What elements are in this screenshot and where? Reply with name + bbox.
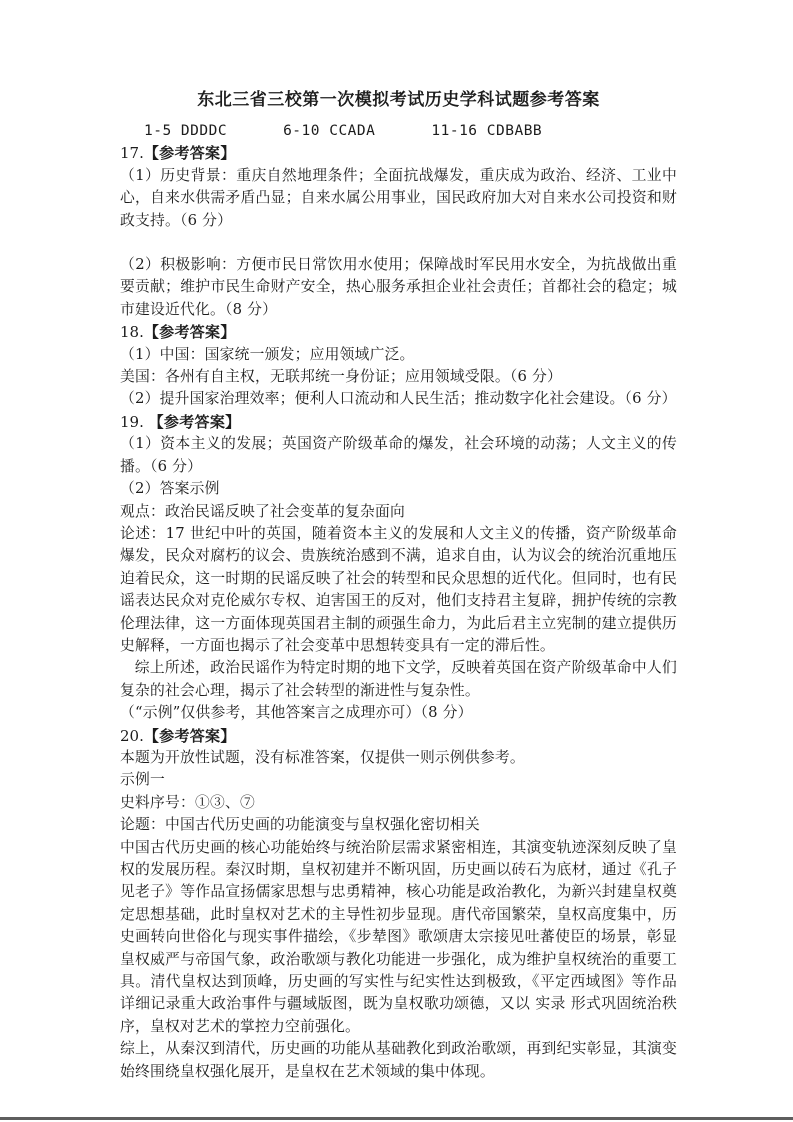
question-19-answer — [120, 411, 677, 725]
note-paragraph: （“示例”仅供参考，其他答案言之成理亦可）（8 分） — [120, 704, 473, 722]
conclusion-paragraph: 综上所述，政治民谣作为特定时期的地下文学，反映着英国在资产阶级革命中人们复杂的社会心理，揭示了社会转型的渐进性与复杂性。 — [120, 659, 677, 699]
answer-paragraph: （2）提升国家治理效率；便利人口流动和人民生活；推动数字化社会建设。（6 分） — [120, 390, 677, 408]
conclusion-paragraph: 综上，从秦汉到清代，历史画的功能从基础教化到政治歌颂，再到纪实彰显，其演变始终围绕皇权强化展开，是皇权在艺术领域的集中体现。 — [120, 1040, 677, 1080]
question-20-number: 20. — [120, 726, 144, 745]
answer-paragraph: （2）答案示例 — [120, 480, 220, 498]
answer-paragraph: 美国：各州有自主权，无联邦统一身份证；应用领域受限。（6 分） — [120, 368, 563, 386]
question-17-heading — [120, 142, 677, 164]
answer-paragraph: （1）中国：国家统一颁发；应用领域广泛。 — [120, 345, 415, 363]
question-20-answer — [120, 725, 677, 1084]
answer-key-label: 【参考答案】 — [143, 144, 236, 163]
open-question-note: 本题为开放性试题，没有标准答案，仅提供一则示例供参考。 — [120, 748, 525, 766]
question-18-heading — [120, 321, 677, 343]
answer-key-label: 【参考答案】 — [143, 323, 236, 342]
question-19-number: 19. — [120, 412, 149, 431]
answer-key-label: 【参考答案】 — [143, 726, 236, 745]
source-numbers: 史料序号：①③、⑦ — [120, 793, 255, 811]
question-18-number: 18. — [120, 323, 144, 342]
answers-11-16: 11-16 CDBABB — [431, 123, 543, 139]
question-18-answer — [120, 321, 677, 411]
question-17-answer — [120, 142, 677, 321]
answers-6-10: 6-10 CCADA — [283, 123, 376, 139]
viewpoint-paragraph: 观点：政治民谣反映了社会变革的复杂面向 — [120, 502, 405, 520]
answer-paragraph: （2）积极影响：方便市民日常饮用水使用；保障战时军民用水安全，为抗战做出重要贡献；维护市民生命财产安全，热心服务承担企业社会责任；首都社会的稳定；城市建设近代化。（8 分） — [120, 256, 677, 318]
document-title: 东北三省三校第一次模拟考试历史学科试题参考答案 — [197, 90, 600, 110]
answers-1-5: 1-5 DDDDC — [144, 123, 228, 139]
answer-key-label: 【参考答案】 — [148, 412, 241, 431]
page-bottom-edge — [0, 1117, 793, 1120]
answer-paragraph: （1）资本主义的发展；英国资产阶级革命的爆发，社会环境的动荡；人文主义的传播。（6 分） — [120, 435, 677, 475]
thesis-paragraph: 论题：中国古代历史画的功能演变与皇权强化密切相关 — [120, 816, 480, 834]
multiple-choice-answers — [120, 120, 677, 142]
question-17-number: 17. — [120, 144, 144, 163]
answer-paragraph: （1）历史背景：重庆自然地理条件；全面抗战爆发，重庆成为政治、经济、工业中心，自来水供需矛盾凸显；自来水属公用事业，国民政府加大对自来水公司投资和财政支持。（6 分） — [120, 166, 677, 229]
discussion-paragraph: 论述：17 世纪中叶的英国，随着资本主义的发展和人文主义的传播，资产阶级革命爆发，民众对腐朽的议会、贵族统治感到不满，追求自由，认为议会的统治沉重地压迫着民众，这一时期的民谣反映了社会的转型和民众思想的近代化。但同时，也有民谣表达民众对克伦威尔专权、迫害国王的反对，他们支持君主复辟，拥护传统的宗教伦理法律，这一方面体现英国君主制的顽强生命力，为此后君主立宪制的建立提供历史解释，一方面也揭示了社会变革中思想转变具有一定的滞后性。 — [120, 524, 677, 654]
question-20-heading — [120, 725, 677, 747]
essay-paragraph: 中国古代历史画的核心功能始终与统治阶层需求紧密相连，其演变轨迹深刻反映了皇权的发展历程。秦汉时期，皇权初建并不断巩固，历史画以砖石为底材，通过《孔子见老子》等作品宣扬儒家思想与忠勇精神，核心功能是政治教化，为新兴封建皇权奠定思想基础，此时皇权对艺术的主导性初步显现。唐代帝国繁荣，皇权高度集中，历史画转向世俗化与现实事件描绘，《步辇图》歌颂唐太宗接见吐蕃使臣的场景，彰显皇权威严与帝国气象，政治歌颂与教化功能进一步强化，成为维护皇权统治的重要工具。清代皇权达到顶峰，历史画的写实性与纪实性达到极致，《平定西域图》等作品详细记录重大政治事件与疆域版图，既为皇权歌功颂德，又以 实录 形式巩固统治秩序，皇权对艺术的掌控力空前强化。 — [120, 838, 677, 1035]
question-19-heading — [120, 411, 677, 433]
example-label: 示例一 — [120, 771, 165, 789]
